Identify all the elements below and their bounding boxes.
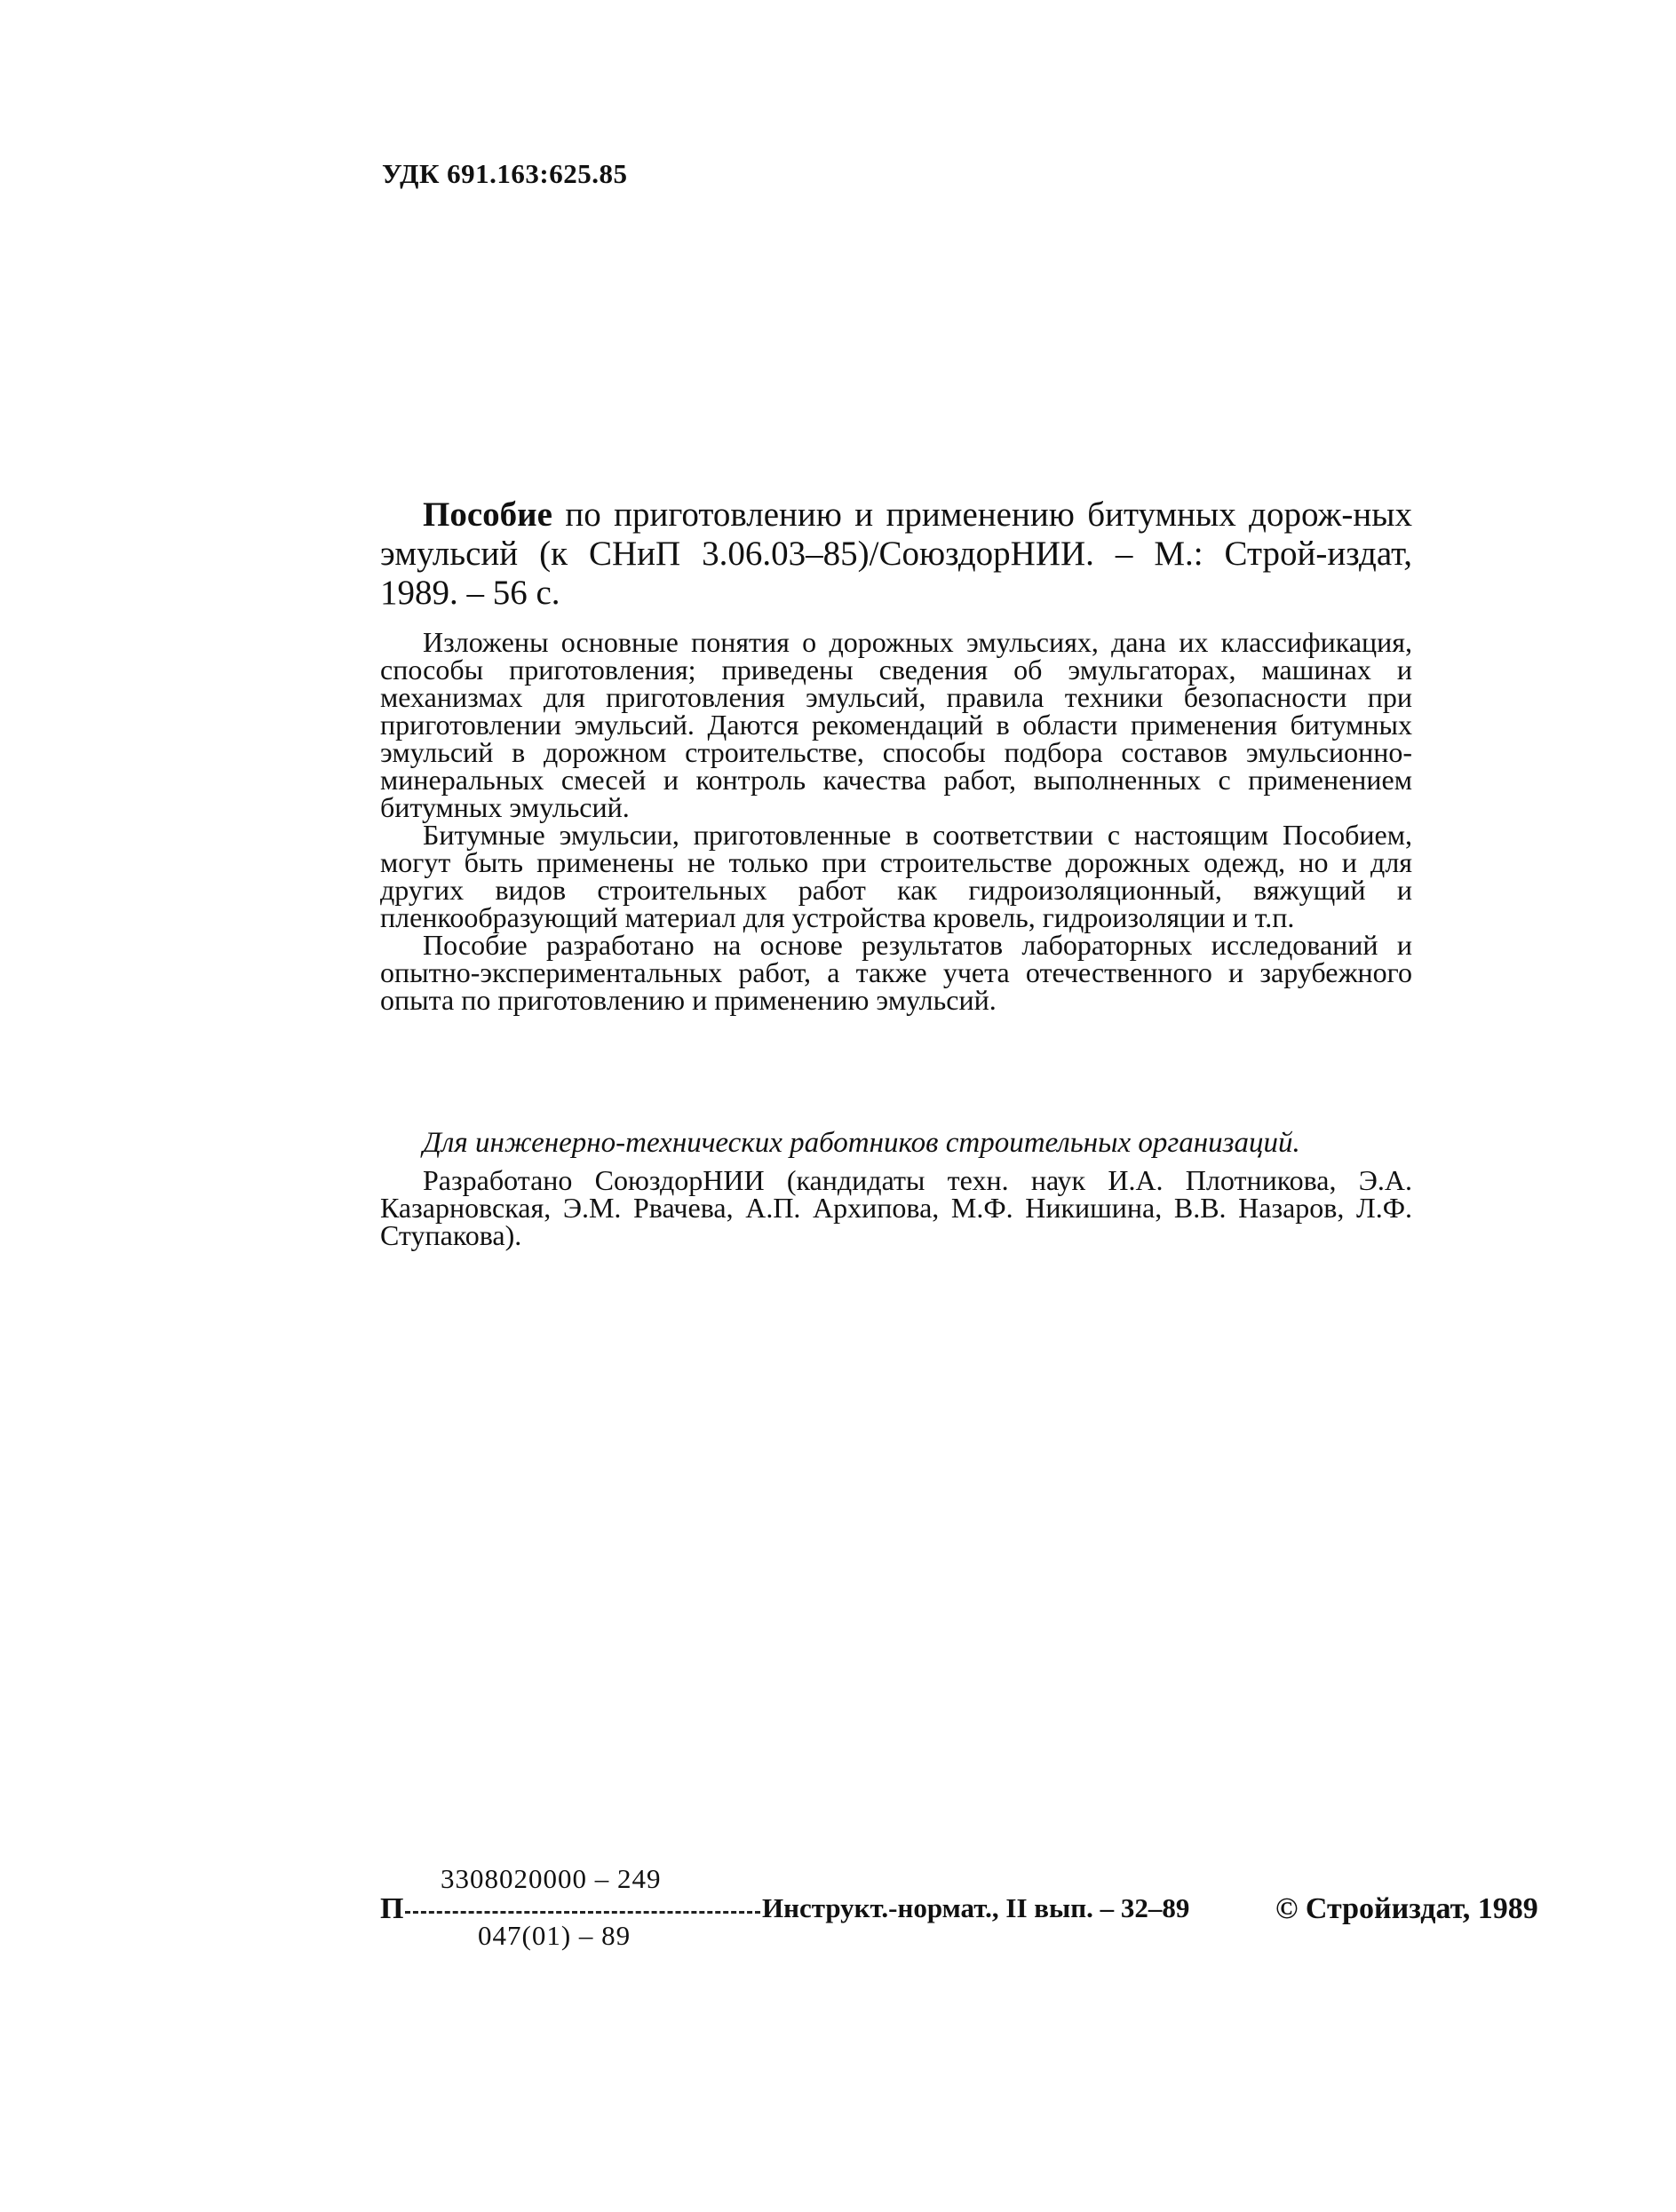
bibliographic-title: Пособие [423,496,552,534]
copyright-notice: © Стройиздат, 1989 [1275,1892,1538,1925]
bibliographic-description [380,496,1412,613]
target-audience: Для инженерно-технических работников строительных организаций. [423,1127,1300,1159]
abstract-block [380,496,1412,1014]
imprint-numerator: 3308020000 – 249 [441,1863,662,1894]
annotation-paragraph-3: Пособие разработано на основе результатов лабораторных исследований и опытно-экспериментальных работ, а также учета отечественного и зарубежного опыта по приготовлению и применению эмульсий. [380,929,1412,1016]
annotation-paragraph-2: Битумные эмульсии, приготовленные в соответствии с настоящим Пособием, могут быть применены не только при строительстве дорожных одежд, но и для других видов строительных работ как гидроизоляционный, вяжущий и пленкообразующий материал для устройства кровель, гидроизоляции и т.п. [380,819,1412,933]
imprint-letter: П [380,1892,404,1925]
imprint-denominator: 047(01) – 89 [478,1920,631,1951]
bibliographic-rest: по приготовлению и применению битумных дорож-ных эмульсий (к СНиП 3.06.03–85)/СоюздорНИИ. – М.: Строй-издат, 1989. – 56 с. [380,496,1412,612]
annotation-paragraph-1: Изложены основные понятия о дорожных эмульсиях, дана их классификация, способы приготовления; приведены сведения об эмульгаторах, машинах и механизмах для приготовления эмульсий, правила техники безопасности при приготовлении эмульсий. Даются рекомендаций в области применения битумных эмульсий в дорожном строительстве, способы подбора составов эмульсионно-минеральных смесей и контроль качества работ, выполненных с применением битумных эмульсий. [380,626,1412,823]
fraction-divider [405,1911,760,1914]
developed-by: Разработано СоюздорНИИ (кандидаты техн. наук И.А. Плотникова, Э.А. Казарновская, Э.М. Рвачева, А.П. Архипова, М.Ф. Никишина, В.В. Назаров, Л.Ф. Ступакова). [380,1164,1412,1251]
udk-code: УДК 691.163:625.85 [382,158,628,189]
imprint-series: Инструкт.-нормат., II вып. – 32–89 [762,1892,1190,1923]
imprint-line [380,1863,1553,1961]
